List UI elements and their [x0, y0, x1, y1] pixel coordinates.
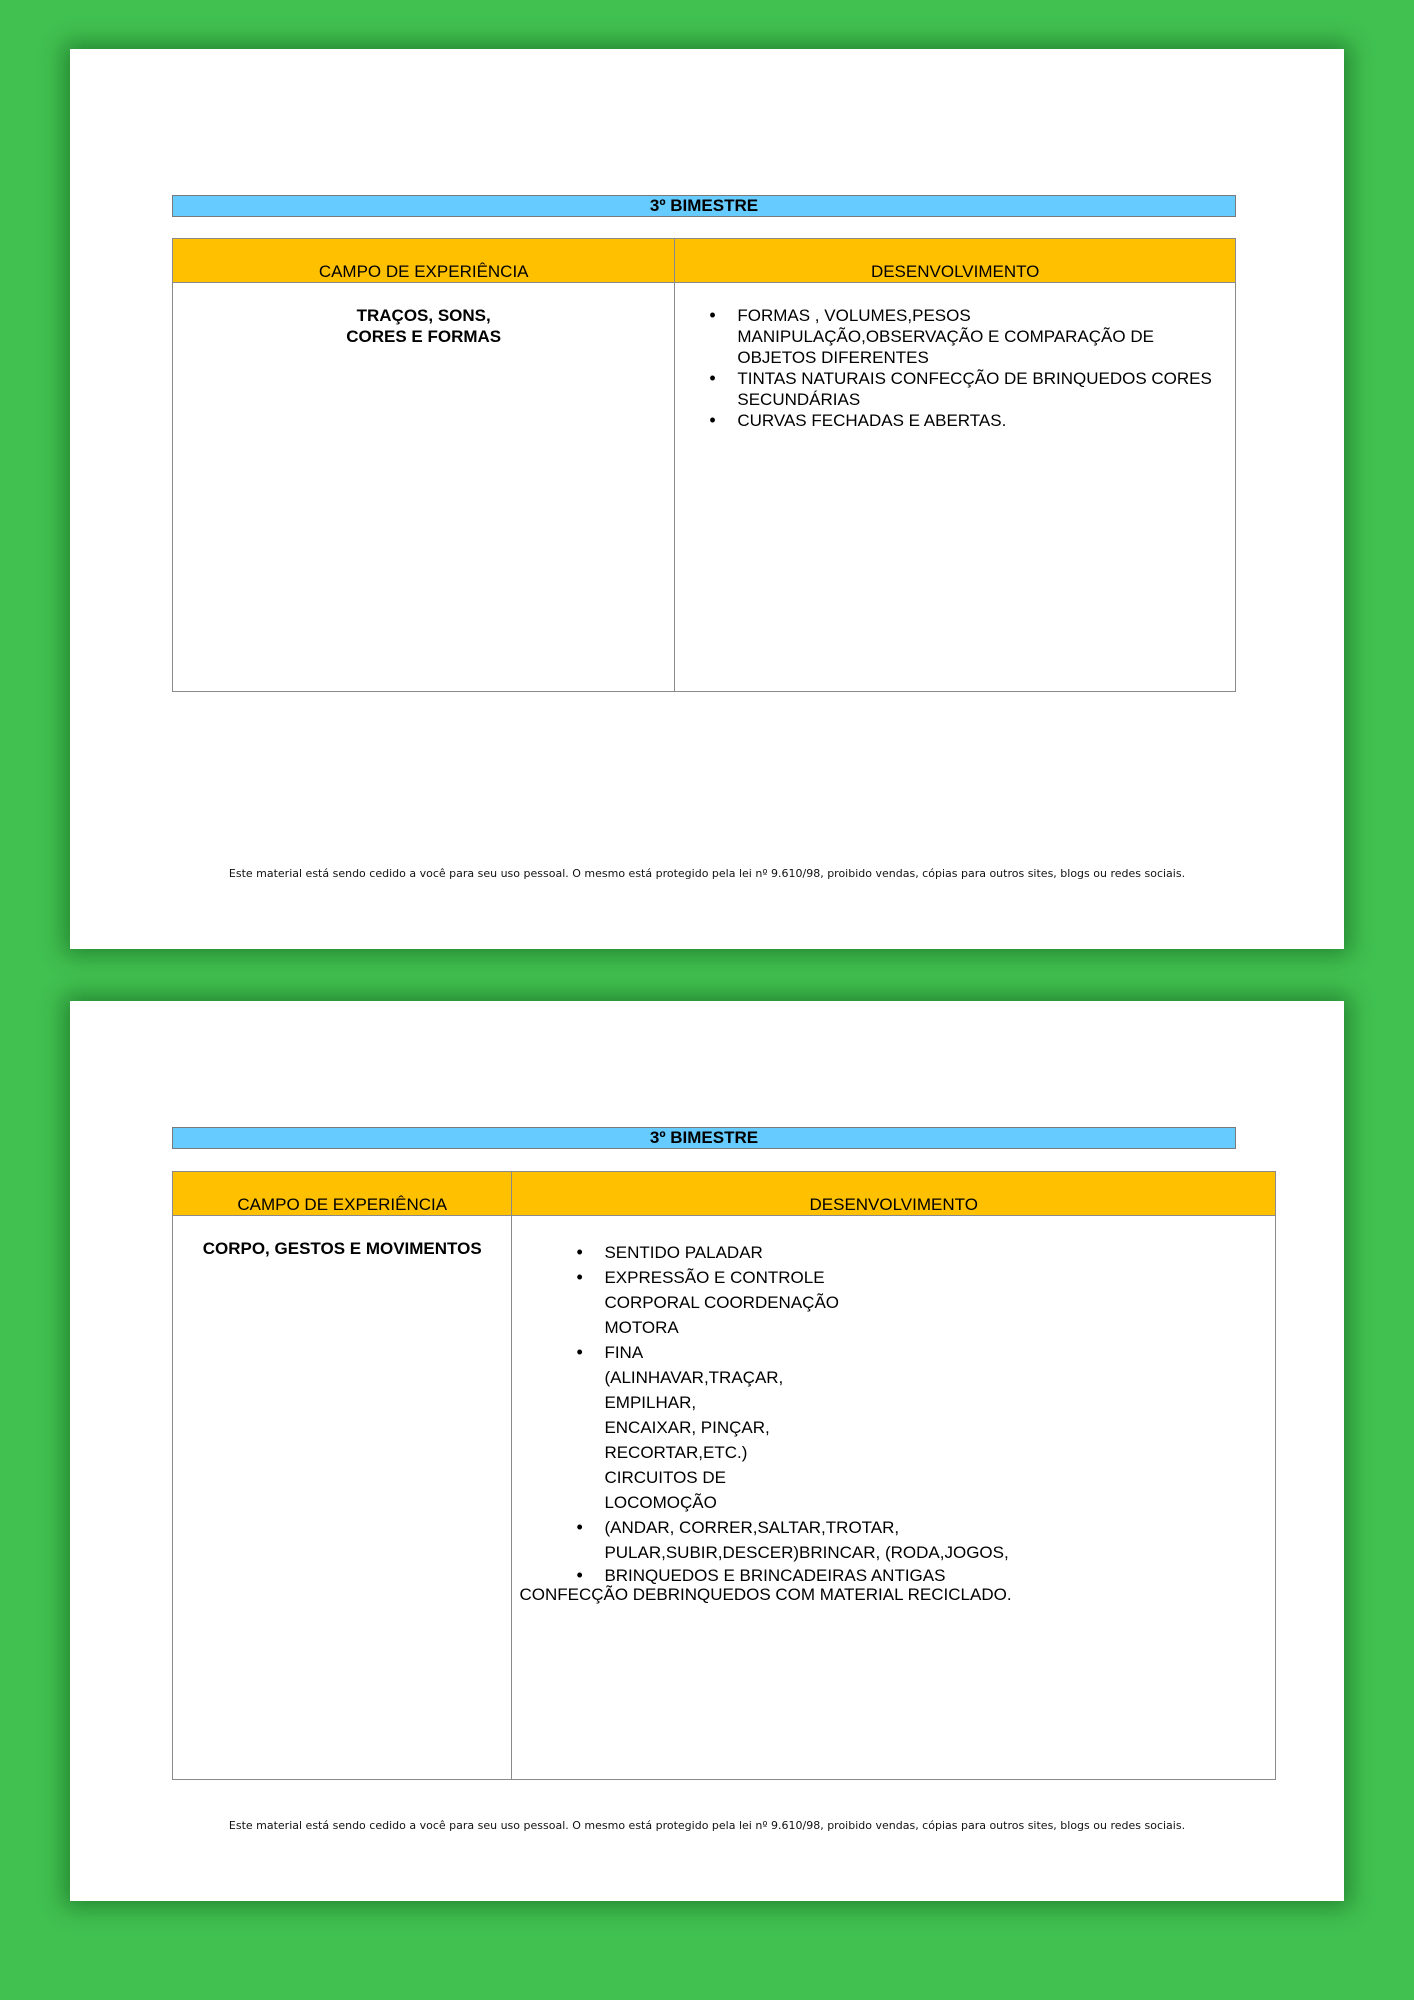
copyright-footer: Este material está sendo cedido a você para seu uso pessoal. O mesmo está protegido pela lei nº 9.610/98, proibido vendas, cópias para outros sites, blogs ou redes sociais. — [228, 1819, 1186, 1832]
desenvolvimento-list — [675, 283, 1235, 431]
list-item: • CURVAS FECHADAS E ABERTAS. — [737, 410, 1215, 431]
campo-title — [173, 283, 674, 347]
list-item: • FINA (ALINHAVAR,TRAÇAR, EMPILHAR, ENCAIXAR, PINÇAR, RECORTAR,ETC.) CIRCUITOS DE LOCOMOÇÃO — [604, 1340, 774, 1515]
desenvolvimento-list — [512, 1216, 1275, 1586]
bimestre-banner: 3º BIMESTRE — [172, 195, 1236, 217]
list-item: • FORMAS , VOLUMES,PESOS MANIPULAÇÃO,OBSERVAÇÃO E COMPARAÇÃO DE OBJETOS DIFERENTES — [737, 305, 1215, 368]
campo-cell — [173, 1216, 512, 1780]
campo-header: CAMPO DE EXPERIÊNCIA — [173, 1172, 512, 1216]
tail-text: CONFECÇÃO DEBRINQUEDOS COM MATERIAL RECICLADO. — [519, 1585, 1012, 1604]
campo-title: CORPO, GESTOS E MOVIMENTOS — [202, 1239, 482, 1258]
document-page-2 — [70, 1001, 1344, 1901]
curriculum-table — [172, 1171, 1276, 1780]
campo-line: CORES E FORMAS — [346, 327, 502, 346]
list-item: • EXPRESSÃO E CONTROLE CORPORAL COORDENAÇÃO MOTORA — [604, 1265, 844, 1340]
desenvolvimento-cell — [675, 283, 1236, 692]
desenvolvimento-header: DESENVOLVIMENTO — [512, 1172, 1276, 1216]
bimestre-banner: 3º BIMESTRE — [172, 1127, 1236, 1149]
curriculum-table — [172, 238, 1236, 692]
list-item: • TINTAS NATURAIS CONFECÇÃO DE BRINQUEDOS CORES SECUNDÁRIAS — [737, 368, 1215, 410]
campo-header: CAMPO DE EXPERIÊNCIA — [173, 239, 675, 283]
campo-line: TRAÇOS, SONS, — [356, 306, 491, 325]
campo-cell — [173, 283, 675, 692]
list-item: • (ANDAR, CORRER,SALTAR,TROTAR, PULAR,SUBIR,DESCER)BRINCAR, (RODA,JOGOS, — [604, 1515, 1074, 1565]
desenvolvimento-header: DESENVOLVIMENTO — [675, 239, 1236, 283]
document-page-1 — [70, 49, 1344, 949]
desenvolvimento-cell — [512, 1216, 1276, 1780]
list-item: • BRINQUEDOS E BRINCADEIRAS ANTIGAS — [604, 1565, 1255, 1586]
list-item: • SENTIDO PALADAR — [604, 1240, 1255, 1265]
copyright-footer: Este material está sendo cedido a você para seu uso pessoal. O mesmo está protegido pela lei nº 9.610/98, proibido vendas, cópias para outros sites, blogs ou redes sociais. — [228, 867, 1186, 880]
